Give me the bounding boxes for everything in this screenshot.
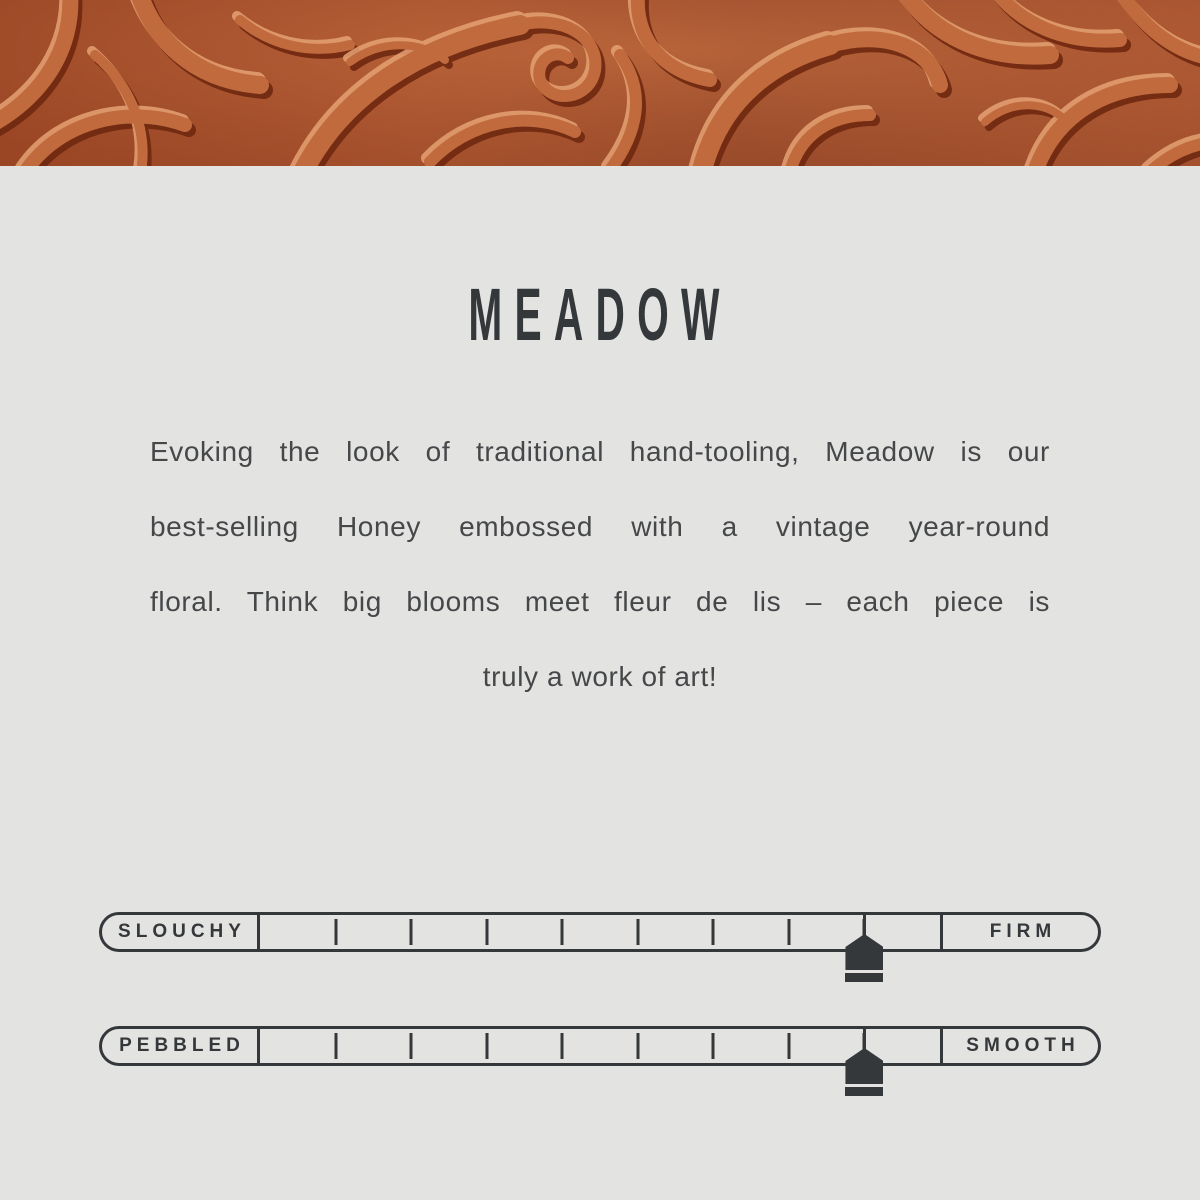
leather-texture-graphic bbox=[0, 0, 1200, 166]
scale-marker-stem bbox=[863, 1027, 866, 1050]
scale-tick bbox=[561, 919, 564, 945]
scale-tick bbox=[334, 919, 337, 945]
scale-tick bbox=[485, 919, 488, 945]
description-line: truly a work of art! bbox=[482, 661, 718, 692]
leather-banner-image bbox=[0, 0, 1200, 166]
description-line: best-selling Honey embossed with a vintage year-round bbox=[150, 511, 1050, 542]
scale-tick bbox=[410, 919, 413, 945]
scale-tick bbox=[787, 1033, 790, 1059]
scale-marker-base bbox=[845, 973, 883, 982]
scale-tick bbox=[712, 919, 715, 945]
scale-left-cell bbox=[102, 915, 260, 949]
scale-right-label: FIRM bbox=[989, 921, 1057, 942]
scale-marker bbox=[845, 934, 883, 982]
scale-tick bbox=[636, 919, 639, 945]
scale-track bbox=[260, 1029, 940, 1063]
firmness-scale bbox=[99, 912, 1101, 952]
scale-right-cell bbox=[940, 1029, 1098, 1063]
scale-tick bbox=[787, 919, 790, 945]
scale-left-cell bbox=[102, 1029, 260, 1063]
scale-marker-stem bbox=[863, 913, 866, 936]
scale-marker-pointer bbox=[845, 934, 883, 970]
scale-tick bbox=[334, 1033, 337, 1059]
texture-scale bbox=[99, 1026, 1101, 1066]
description-line: floral. Think big blooms meet fleur de lis – each piece is bbox=[150, 586, 1050, 617]
page-title: MEADOW bbox=[468, 273, 732, 356]
scale-tick bbox=[561, 1033, 564, 1059]
scale-marker bbox=[845, 1048, 883, 1096]
scale-tick bbox=[712, 1033, 715, 1059]
scale-left-label: PEBBLED bbox=[119, 1035, 245, 1056]
scale-tick bbox=[485, 1033, 488, 1059]
scale-right-cell bbox=[940, 915, 1098, 949]
description-line: Evoking the look of traditional hand-tooling, Meadow is our bbox=[150, 436, 1050, 467]
description-paragraph bbox=[150, 414, 1050, 714]
scale-marker-pointer bbox=[845, 1048, 883, 1084]
scale-track bbox=[260, 915, 940, 949]
scale-tick bbox=[410, 1033, 413, 1059]
scale-tick bbox=[636, 1033, 639, 1059]
scale-marker-base bbox=[845, 1087, 883, 1096]
scale-right-label: SMOOTH bbox=[966, 1035, 1080, 1056]
scale-left-label: SLOUCHY bbox=[118, 921, 246, 942]
